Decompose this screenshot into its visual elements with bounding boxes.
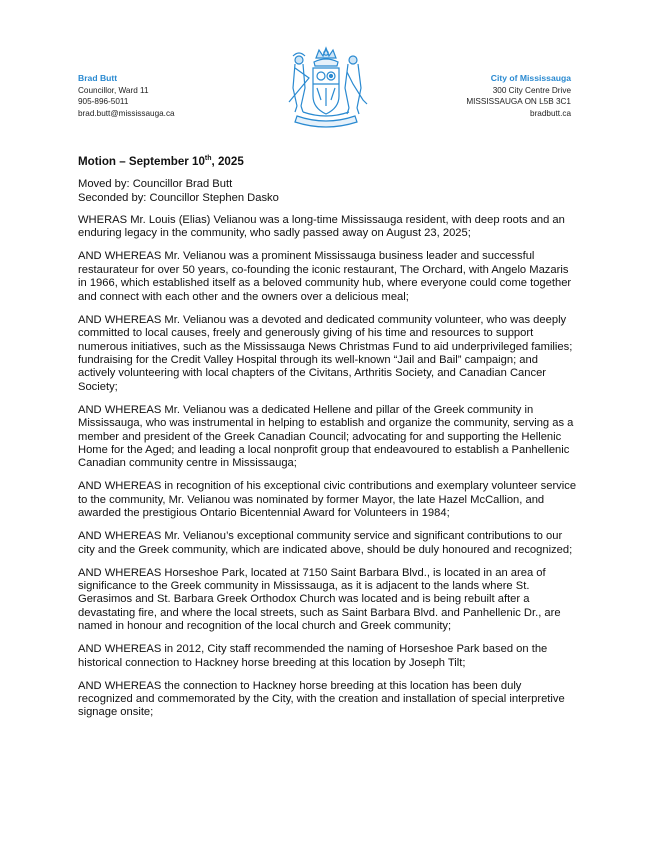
whereas-paragraph-8: AND WHEREAS in 2012, City staff recommended the naming of Horseshoe Park based on the historical connection to Hackney horse breeding at this location by Joseph Tilt; (78, 643, 548, 669)
motion-title-year: , 2025 (211, 154, 244, 168)
motion-title-text: Motion – September 10 (78, 154, 205, 168)
moved-by: Moved by: Councillor Brad Butt (78, 178, 233, 191)
whereas-paragraph-4: AND WHEREAS Mr. Velianou was a dedicated Hellene and pillar of the Greek community in Mississauga, who was instrumental in helping to establish and organize the community, serving as a member and president of the Greek Canadian Council; advocating for and supporting the Hellenic Home for the Aged; and leading a local nonprofit group that endeavoured to establish a Panhellenic Canadian community centre in Mississauga; (78, 403, 574, 470)
city-name: City of Mississauga (490, 73, 571, 83)
councillor-role: Councillor, Ward 11 (78, 85, 149, 95)
whereas-paragraph-1: WHERAS Mr. Louis (Elias) Velianou was a long-time Mississauga resident, with deep roots and an enduring legacy in the community, who sadly passed away on August 23, 2025; (78, 214, 565, 240)
councillor-phone: 905-896-5011 (78, 97, 129, 106)
councillor-contact-block (78, 73, 175, 119)
councillor-name: Brad Butt (78, 73, 118, 83)
motion-title (78, 152, 578, 168)
motion-movers (78, 178, 578, 205)
city-address-line-1: 300 City Centre Drive (492, 85, 571, 95)
city-crest-icon (283, 44, 369, 134)
councillor-email: brad.butt@mississauga.ca (78, 108, 175, 118)
whereas-paragraph-5: AND WHEREAS in recognition of his exceptional civic contributions and exemplary volunteer service to the community, Mr. Velianou was nominated by former Mayor, the late Hazel McCallion, and awarded the prestigious Ontario Bicentennial Award for Volunteers in 1984; (78, 480, 577, 520)
motion-body (78, 152, 578, 729)
seconded-by: Seconded by: Councillor Stephen Dasko (78, 191, 279, 204)
city-website: bradbutt.ca (530, 108, 571, 118)
whereas-paragraph-3: AND WHEREAS Mr. Velianou was a devoted and dedicated community volunteer, who was deeply committed to local causes, freely and generously giving of his time and resources to support numerous initiatives, such as the Mississauga News Christmas Fund to aid underprivileged families; fundraising for the Credit Valley Hospital through its well-known “Jail and Bail” campaign; and actively volunteering with local chapters of the Civitans, Arthritis Society, and Canadian Cancer Society; (78, 313, 573, 393)
whereas-paragraph-6: AND WHEREAS Mr. Velianou’s exceptional community service and significant contributions to our city and the Greek community, which are indicated above, should be duly honoured and recognized; (78, 530, 573, 556)
whereas-paragraph-2: AND WHEREAS Mr. Velianou was a prominent Mississauga business leader and successful restaurateur for over 50 years, co-founding the iconic restaurant, The Orchard, with Angelo Mazaris in 1966, which established itself as a beloved community hub, where everyone could come together and connect with each other and the owners over a delicious meal; (78, 250, 572, 303)
city-contact-block (466, 73, 571, 119)
city-address-line-2: MISSISSAUGA ON L5B 3C1 (466, 97, 571, 106)
motion-title-ordinal: th (204, 155, 212, 162)
whereas-paragraph-9: AND WHEREAS the connection to Hackney horse breeding at this location has been duly recognized and commemorated by the City, with the creation and installation of special interpretive signage onsite; (78, 679, 565, 719)
whereas-paragraph-7: AND WHEREAS Horseshoe Park, located at 7150 Saint Barbara Blvd., is located in an area of significance to the Greek community in Mississauga, as it is adjacent to the lands where St. Gerasimos and St. Barbara Greek Orthodox Church was located and is being rebuilt after a devastating fire, and where the local streets, such as Saint Barbara Blvd. and Panhellenic Dr., are named in honour and recognition of the local church and Greek community; (78, 566, 561, 633)
